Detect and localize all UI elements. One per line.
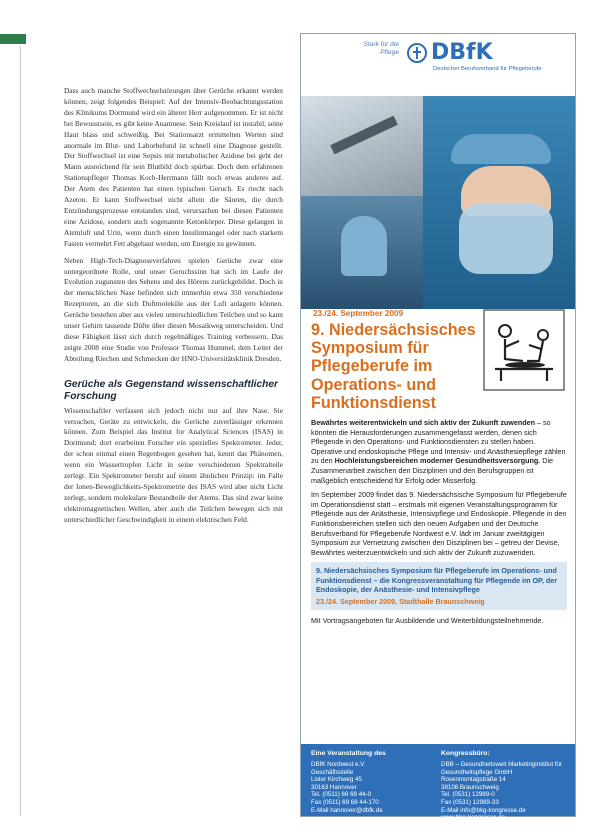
advertisement	[300, 33, 576, 822]
article-column	[64, 86, 283, 526]
article-paragraph: Dass auch manche Stoffwechselstörungen über Gerüche erkannt werden können, zeigt folgendes Beispiel: Auf der Intensiv-Beobachtungsstation des Klinikums Dortmund wird ein älterer Herr aufgenommen. Er ist nicht bei Bewusstsein, es gibt keine Anamnese. Sein Kreislauf ist instabil, seine Haut blass und schweißig. Bei Stationsarzt ermittelten Werten sind anormale im Blut- und Laborbefund ist schnell eine Diagnose gestellt. Der Stoffwechsel ist eine Sepsis mit metabolischer Azidose bei geht der Mann ausreichend für sein Blutbild doch spürbar. Doch dem erfahrenen Stationspfleger Thomas Koch-Herrmann fällt noch etwas anderes auf. Der Atem des Patienten hat einen typischen Geruch. Es riecht nach Azeton. Er kann Stoffwechsel nicht allein die Säuren, die durch Entzündungsprozesse entstanden sind, verursachen bei diesen Patienten eine Azidose, sondern auch sogenannte Ketonkörper. Diese gelangen in Atemluft und Urin, wenn durch einen Insulinmangel oder nach starkem Fasten vermehrt Fett abgebaut werden, um Energie zu gewinnen.	[64, 86, 284, 248]
event-lead	[311, 418, 567, 485]
article-paragraph: Neben High-Tech-Diagnoseverfahren spielen Gerüche zwar eine untergeordnete Rolle, und unser Geruchssinn hat sich im Laufe der Evolution zugunsten des Sehens und des Hörens zurückgebildet. Doch in der menschlichen Nase befinden sich immerhin etwa 350 verschiedene Rezeptoren, an die sich Duftmoleküle aus der Luft anlagern können. Gerüche bestehen aber aus vielen unterschiedlichen Teilchen und so kann unser Gehirn tausende Düfte über diesen Mosaikweg unterscheiden. Und diese Fähigkeit lässt sich durch regelmäßiges Training verbessern. Das zeigte 2008 eine Studie von Professor Thomas Hummel, dem Leiter der Abteilung Riechen und Schmecken der HNO-Universitätsklinik Dresden.	[64, 255, 283, 363]
event-credits: Mit Vortragsangeboten für Ausbildende und Weiterbildungsteilnehmende.	[311, 615, 544, 625]
brand-logo	[353, 41, 558, 91]
event-date: 23./24. September 2009	[313, 309, 404, 318]
organiser-line: 30163 Hannover	[311, 783, 357, 791]
page-accent-bar	[0, 34, 26, 44]
organiser-heading: Eine Veranstaltung des	[311, 750, 386, 757]
margin-rule	[20, 46, 21, 816]
photo-instruments	[301, 96, 423, 196]
event-infobox	[311, 562, 567, 610]
lead-text: – so könnten die Herausforderungen zusammengefasst werden, denen sich Pflegende in den Operations- und Funktionsdiensten zu stellen haben. Operative und endoskopische Pflege und Intensiv- und Anästhesiepflege zählen zu den	[311, 418, 566, 466]
brand-organisation: Deutscher Berufsverband für Pflegeberufe	[433, 66, 542, 72]
lead-highlight-2: Hochleistungsbereichen moderner Gesundheitsversorgung.	[334, 456, 541, 466]
operating-room-pictogram-icon	[483, 309, 565, 391]
brand-name: DBfK	[431, 40, 493, 65]
surgery-photo-collage	[301, 96, 575, 309]
ad-content	[311, 309, 567, 631]
nurse-figure	[341, 216, 387, 276]
lead-tail: Die Zusammenarbeit zwischen den Disziplinen und den Berufsgruppen ist maßgeblich entscheidend für Erfolg oder Misserfolg.	[311, 456, 554, 485]
organiser-line: DBfK Nordwest e.V.	[311, 761, 366, 768]
congress-office-heading: Kongressbüro:	[441, 750, 490, 757]
congress-office-phone: Tel. (0531) 12989-0	[441, 791, 495, 799]
congress-office-fax: Fax (0531) 12989-33	[441, 798, 499, 806]
ad-header	[301, 34, 575, 96]
infobox-text: 9. Niedersächsisches Symposium für Pflegeberufe im Operations- und Funktionsdienst – die Kongressveranstaltung für Pflegende im OP, der Endoskopie, der Anästhesie- und Intensivpflege	[316, 566, 558, 595]
infobox-date-venue: 23./24. September 2009, Stadthalle Braunschweig	[316, 596, 485, 606]
congress-office-website[interactable]: www.bkg-kongresse.de	[441, 814, 505, 822]
event-description: Im September 2009 findet das 9. Niedersächsische Symposium für Pflegeberufe im Operationsdienst statt – erstmals mit eigenen Veranstaltungsprogramm für Pflegende aus der Anästhesie, Intensivpflege und Endoskopie. Pflegende in den Funktionsbereichen stellen sich den neuen Aufgaben und der Deutsche Berufsverband für Pflegeberufe Nordwest e.V. lädt im Januar zweitägigen Symposium zur Vernetzung zwischen den Disziplinen bei – getreu der Devise, Bewährtes weiterzuentwickeln und sich aktiv der Zukunft zuzuwenden.	[311, 490, 567, 557]
lead-highlight: Bewährtes weiterentwickeln und sich aktiv der Zukunft zuwenden	[311, 418, 536, 428]
surgical-cap	[451, 134, 551, 164]
congress-office-email[interactable]: E-Mail info@bkg-kongresse.de	[441, 806, 526, 814]
organiser-line: Geschäftsstelle	[311, 768, 354, 776]
congress-office-contact	[441, 750, 567, 822]
organiser-contact	[311, 750, 437, 814]
ad-contact-footer	[301, 744, 575, 822]
congress-office-line: Rosenmontagstraße 14	[441, 776, 506, 784]
organiser-fax: Fax (0511) 69 68 44-170	[311, 798, 379, 806]
organiser-phone: Tel. (0511) 69 68 44-0	[311, 791, 372, 799]
article-paragraph: Wissenschaftler verfassen sich jedoch nicht nur auf ihre Nase. Sie versuchen, Geräte zu entwickeln, die Gerüche zuverlässiger erkennen können. Zum Beispiel das Institut for Analytical Sciences (ISAS) in Dortmund; dort erarbeiten Forscher ein spezielles Spektrometer. Jeder, der schon einmal einen Regenbogen gesehen hat, kennt das Phänomen, wenn ein Wassertropfen Licht in seine verschiedenen Spektralteile zerlegt. Ein Spektrometer beruht auf einem ähnlichen Prinzip: im Falle der Ionen-Beweglichkeits-Spektrometrie des ISAS wird aber nicht Licht zerlegt, sondern molekulare Bestandteile der Atems. Das sind zwar keine elektromagnetischen Wellen, aber auch die Teilchen bewegen sich mit unterschiedlicher Geschwindigkeit in einem elektrischen Feld.	[64, 405, 283, 524]
organiser-line: Lister Kirchweg 45	[311, 776, 362, 784]
organiser-email[interactable]: E-Mail hannover@dbfk.de	[311, 806, 383, 814]
congress-office-line: 38106 Braunschweig	[441, 783, 499, 791]
event-title: 9. Niedersächsisches Symposium für Pflegeberufe im Operations- und Funktionsdienst	[311, 321, 476, 412]
article-subheading: Gerüche als Gegenstand wissenschaftlicher Forschung	[64, 378, 279, 402]
brand-tagline: Stark für die Pflege	[363, 41, 399, 56]
cross-icon	[413, 47, 421, 59]
congress-office-line: DBB – Gesundheitsweit Marketinginstitut für Gesundheitspflege GmbH	[441, 761, 563, 776]
surgical-mask	[459, 204, 553, 274]
